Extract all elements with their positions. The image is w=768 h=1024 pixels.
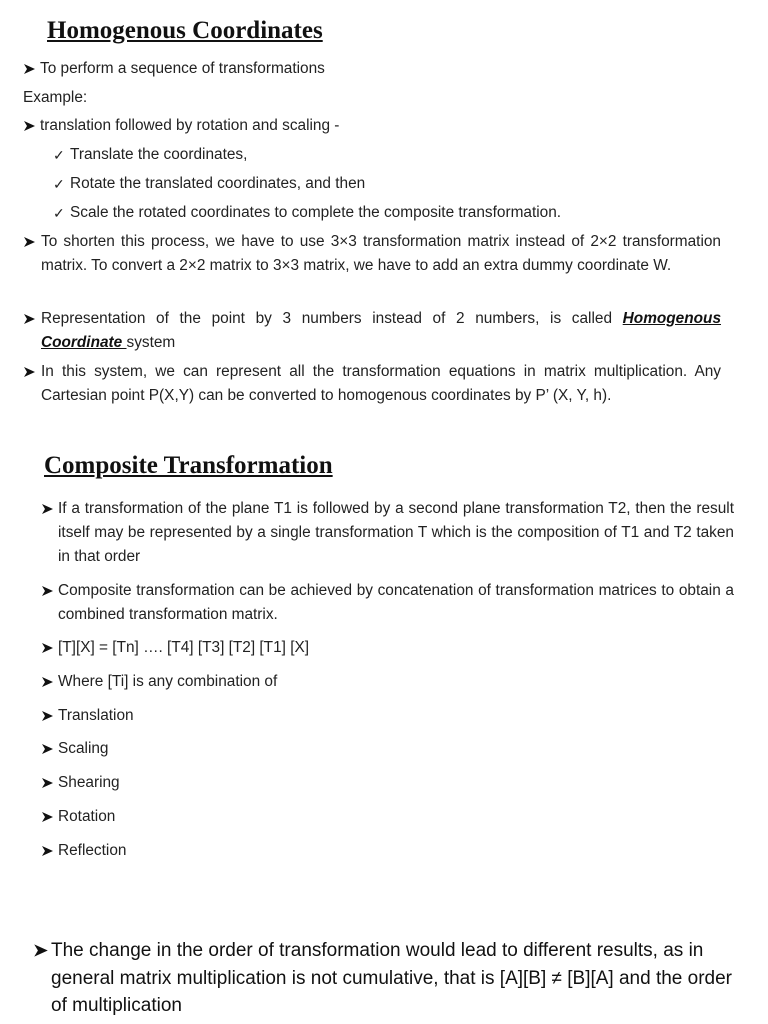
homogenous-coordinate-term: Homogenous Coordinate	[41, 310, 721, 351]
bullet-text: To shorten this process, we have to use 3×3 transformation matrix instead of 2×2 transformation matrix. To convert a 2×2 matrix to 3×3 matrix, we have to add an extra dummy coordinate W.	[41, 233, 721, 274]
type-label: Scaling	[58, 740, 109, 757]
bullet-text: Where [Ti] is any combination of	[58, 673, 278, 690]
arrow-bullet-icon	[23, 307, 41, 331]
bullet-text: If a transformation of the plane T1 is followed by a second plane transformation T2, then the result itself may be represented by a single transformation T which is the composition of T1 and T2 taken in that order	[58, 500, 734, 565]
bullet-text: translation followed by rotation and scaling -	[40, 117, 340, 134]
step-translate	[53, 143, 247, 167]
arrow-bullet-icon	[23, 57, 41, 81]
type-reflection	[41, 839, 126, 863]
representation-text-after: system	[126, 334, 176, 351]
type-label: Shearing	[58, 774, 120, 791]
type-label: Reflection	[58, 842, 127, 859]
arrow-bullet-icon	[41, 805, 59, 829]
arrow-bullet-icon	[41, 670, 59, 694]
type-shearing	[41, 771, 120, 795]
bullet-where	[41, 670, 277, 694]
step-text: Rotate the translated coordinates, and then	[70, 175, 366, 192]
arrow-bullet-icon	[33, 937, 51, 965]
checkmark-icon: ✓	[53, 147, 65, 163]
bullet-formula	[41, 636, 309, 660]
arrow-bullet-icon	[41, 636, 59, 660]
arrow-bullet-icon	[23, 230, 41, 254]
bullet-representation	[23, 307, 721, 355]
representation-text-before: Representation of the point by 3 numbers instead of 2 numbers, is called	[41, 310, 623, 327]
arrow-bullet-icon	[41, 579, 59, 603]
checkmark-icon: ✓	[53, 176, 65, 192]
bullet-system	[23, 360, 721, 408]
bullet-text: To perform a sequence of transformations	[40, 60, 325, 77]
arrow-bullet-icon	[41, 771, 59, 795]
arrow-bullet-icon	[41, 497, 59, 521]
section-title-homogenous-coordinates: Homogenous Coordinates	[47, 17, 323, 44]
type-label: Rotation	[58, 808, 116, 825]
arrow-bullet-icon	[41, 737, 59, 761]
bullet-shorten	[23, 230, 721, 278]
arrow-bullet-icon	[23, 114, 41, 138]
bullet-example	[23, 114, 339, 138]
checkmark-icon: ✓	[53, 205, 65, 221]
step-rotate	[53, 172, 365, 196]
arrow-bullet-icon	[23, 360, 41, 384]
bullet-text: Composite transformation can be achieved by concatenation of transformation matrices to obtain a combined transformation matrix.	[58, 582, 734, 623]
step-text: Scale the rotated coordinates to complete the composite transformation.	[70, 204, 562, 221]
step-scale	[53, 201, 561, 225]
bullet-purpose	[23, 57, 325, 81]
bullet-definition	[41, 497, 734, 569]
section-title-composite-transformation: Composite Transformation	[44, 452, 333, 479]
note-text: The change in the order of transformation would lead to different results, as in general matrix multiplication is not cumulative, that is [A][B] ≠ [B][A] and the order of multiplication	[51, 940, 733, 1016]
example-label: Example:	[23, 89, 88, 106]
type-label: Translation	[58, 707, 134, 724]
type-scaling	[41, 737, 108, 761]
step-text: Translate the coordinates,	[70, 146, 248, 163]
order-note	[33, 937, 733, 1020]
type-rotation	[41, 805, 115, 829]
bullet-text: In this system, we can represent all the transformation equations in matrix multiplication. Any Cartesian point P(X,Y) can be converted to homogenous coordinates by P’ (X, Y, h).	[41, 363, 721, 404]
bullet-text: [T][X] = [Tn] …. [T4] [T3] [T2] [T1] [X]	[58, 639, 310, 656]
bullet-text	[23, 307, 721, 355]
arrow-bullet-icon	[41, 839, 59, 863]
arrow-bullet-icon	[41, 704, 59, 728]
type-translation	[41, 704, 134, 728]
bullet-concat	[41, 579, 734, 627]
